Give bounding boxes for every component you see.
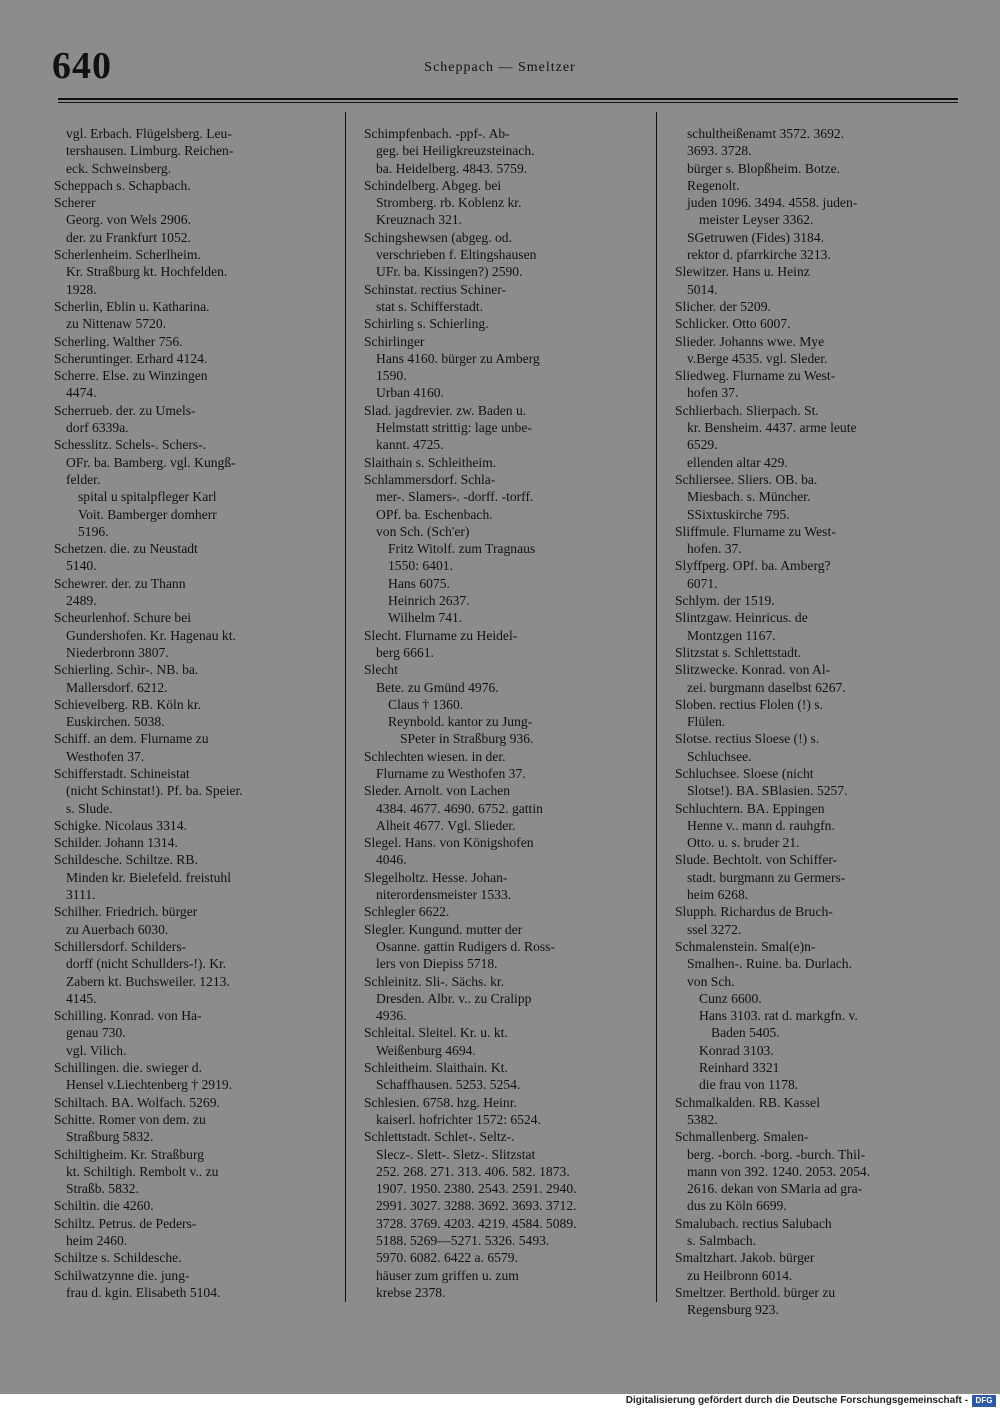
index-entry-head: Schinstat. rectius Schiner- xyxy=(364,281,507,297)
index-entry-line: hofen 37. xyxy=(687,385,739,401)
index-entry-line: Heinrich 2637. xyxy=(388,593,470,609)
index-entry-line: 5196. xyxy=(78,523,109,539)
index-entry-line: ba. Heidelberg. 4843. 5759. xyxy=(376,160,528,176)
index-entry-line: Otto. u. s. bruder 21. xyxy=(687,835,800,851)
index-entry-head: Slegel. Hans. von Königshofen xyxy=(364,835,534,851)
index-entry-head: Schirling s. Schierling. xyxy=(364,316,489,332)
index-entry-line: vgl. Erbach. Flügelsberg. Leu- xyxy=(66,126,232,141)
index-entry-line: kannt. 4725. xyxy=(376,437,444,453)
index-entry-head: Schiltz. Petrus. de Peders- xyxy=(54,1215,197,1231)
index-entry-head: Slegler. Kungund. mutter der xyxy=(364,921,523,937)
index-column-3 xyxy=(675,125,947,1318)
index-entry-line: Regensburg 923. xyxy=(687,1302,779,1318)
index-entry-line: s. Slude. xyxy=(66,800,113,816)
index-entry-head: Scherling. Walther 756. xyxy=(54,333,183,349)
header-rule xyxy=(58,98,958,100)
index-entry-line: Montzgen 1167. xyxy=(687,627,776,643)
index-entry-line: zu Nittenaw 5720. xyxy=(66,316,167,332)
index-entry-line: 1907. 1950. 2380. 2543. 2591. 2940. xyxy=(376,1181,577,1197)
index-entry-head: Schifferstadt. Schineistat xyxy=(54,765,190,781)
index-entry-line: Fritz Witolf. zum Tragnaus xyxy=(388,541,536,557)
index-entry-line: niterordensmeister 1533. xyxy=(376,887,512,903)
index-entry-line: 1928. xyxy=(66,281,97,297)
index-entry-line: Niederbronn 3807. xyxy=(66,644,169,660)
index-entry-line: schultheißenamt 3572. 3692. xyxy=(687,126,845,141)
index-entry-head: Schlierbach. Slierpach. St. xyxy=(675,402,819,418)
index-entry-line: kt. Schiltigh. Rembolt v.. zu xyxy=(66,1163,219,1179)
index-entry-line: Bete. zu Gmünd 4976. xyxy=(376,679,499,695)
index-entry-line: 4384. 4677. 4690. 6752. gattin xyxy=(376,800,543,816)
index-entry-line: 2991. 3027. 3288. 3692. 3693. 3712. xyxy=(376,1198,577,1214)
index-entry-head: Slitzwecke. Konrad. von Al- xyxy=(675,662,831,678)
header-rule-thin xyxy=(58,102,958,103)
index-entry-head: Smalubach. rectius Salubach xyxy=(675,1215,832,1231)
index-entry-head: Schmalkalden. RB. Kassel xyxy=(675,1094,820,1110)
index-entry-head: Schiltigheim. Kr. Straßburg xyxy=(54,1146,205,1162)
index-entry-line: Zabern kt. Buchsweiler. 1213. xyxy=(66,973,230,989)
index-entry-line: Stromberg. rb. Koblenz kr. xyxy=(376,195,522,211)
index-entry-line: 6071. xyxy=(687,575,718,591)
index-entry-line: 5014. xyxy=(687,281,718,297)
index-entry-line: Smalhen-. Ruine. ba. Durlach. xyxy=(687,956,852,972)
page-number: 640 xyxy=(52,45,112,87)
index-entry-line: dorff (nicht Schullders-!). Kr. xyxy=(66,956,227,972)
index-entry-head: Schluchsee. Sloese (nicht xyxy=(675,765,814,781)
index-entry-head: Smaltzhart. Jakob. bürger xyxy=(675,1250,815,1266)
index-entry-head: Schilher. Friedrich. bürger xyxy=(54,904,198,920)
index-entry-line: Konrad 3103. xyxy=(699,1042,774,1058)
index-entry-head: Schiltin. die 4260. xyxy=(54,1198,154,1214)
index-entry-line: Georg. von Wels 2906. xyxy=(66,212,191,228)
index-entry-line: juden 1096. 3494. 4558. juden- xyxy=(687,195,858,211)
index-entry-head: Schievelberg. RB. Köln kr. xyxy=(54,696,202,712)
index-entry-head: Schillingen. die. swieger d. xyxy=(54,1060,202,1076)
index-entry-line: 3728. 3769. 4203. 4219. 4584. 5089. xyxy=(376,1215,577,1231)
index-entry-head: Slieder. Johanns wwe. Mye xyxy=(675,333,825,349)
index-entry-head: Slecht xyxy=(364,662,398,678)
index-entry-line: 5970. 6082. 6422 a. 6579. xyxy=(376,1250,518,1266)
index-entry-line: spital u spitalpfleger Karl xyxy=(78,489,217,505)
index-entry-head: Smeltzer. Berthold. bürger zu xyxy=(675,1284,836,1300)
index-entry-line: Reynbold. kantor zu Jung- xyxy=(388,714,533,730)
index-entry-line: 5382. xyxy=(687,1111,718,1127)
index-entry-head: Scherlin, Eblin u. Katharina. xyxy=(54,298,210,314)
index-entry-line: 2616. dekan von SMaria ad gra- xyxy=(687,1181,863,1197)
index-entry-line: Voit. Bamberger domherr xyxy=(78,506,217,522)
index-entry-line: geg. bei Heiligkreuzsteinach. xyxy=(376,143,535,159)
index-entry-line: bürger s. Blopßheim. Botze. xyxy=(687,160,841,176)
index-entry-line: heim 6268. xyxy=(687,887,749,903)
index-entry-head: Schillersdorf. Schilders- xyxy=(54,938,187,954)
index-entry-line: genau 730. xyxy=(66,1025,126,1041)
index-entry-head: Schiltach. BA. Wolfach. 5269. xyxy=(54,1094,220,1110)
index-entry-line: berg. -borch. -borg. -burch. Thil- xyxy=(687,1146,866,1162)
index-entry-head: Slude. Bechtolt. von Schiffer- xyxy=(675,852,838,868)
index-entry-head: Schigke. Nicolaus 3314. xyxy=(54,817,187,833)
index-entry-line: kaiserl. hofrichter 1572: 6524. xyxy=(376,1111,541,1127)
index-entry-line: lers von Diepiss 5718. xyxy=(376,956,498,972)
index-entry-line: von Sch. xyxy=(687,973,735,989)
index-entry-line: Schluchsee. xyxy=(687,748,752,764)
index-entry-line: 5140. xyxy=(66,558,97,574)
index-entry-line: rektor d. pfarrkirche 3213. xyxy=(687,247,831,263)
index-entry-line: Euskirchen. 5038. xyxy=(66,714,165,730)
index-entry-head: Schlammersdorf. Schla- xyxy=(364,471,496,487)
index-column-2 xyxy=(364,125,636,1301)
index-entry-line: Claus † 1360. xyxy=(388,696,464,712)
index-entry-line: von Sch. (Sch'er) xyxy=(376,523,470,539)
index-entry-line: 4046. xyxy=(376,852,407,868)
index-entry-line: Alheit 4677. Vgl. Slieder. xyxy=(376,817,516,833)
column-separator xyxy=(656,112,657,1302)
index-entry-line: SPeter in Straßburg 936. xyxy=(400,731,534,747)
index-entry-line: (nicht Schinstat!). Pf. ba. Speier. xyxy=(66,783,243,799)
index-entry-line: 5188. 5269—5271. 5326. 5493. xyxy=(376,1233,550,1248)
index-entry-line: Urban 4160. xyxy=(376,385,444,401)
index-entry-line: Kreuznach 321. xyxy=(376,212,463,228)
index-entry-head: Sliedweg. Flurname zu West- xyxy=(675,368,836,384)
index-entry-head: Slitzstat s. Schlettstadt. xyxy=(675,644,802,660)
index-entry-head: Schlym. der 1519. xyxy=(675,593,775,609)
index-entry-line: heim 2460. xyxy=(66,1233,128,1248)
index-entry-line: frau d. kgin. Elisabeth 5104. xyxy=(66,1284,221,1300)
index-entry-line: mer-. Slamers-. -dorff. -torff. xyxy=(376,489,534,505)
index-entry-line: zu Heilbronn 6014. xyxy=(687,1267,793,1283)
index-entry-line: Henne v.. mann d. rauhgfn. xyxy=(687,817,835,833)
index-entry-line: Hans 6075. xyxy=(388,575,450,591)
index-entry-line: häuser zum griffen u. zum xyxy=(376,1267,519,1283)
index-entry-line: krebse 2378. xyxy=(376,1284,446,1300)
index-entry-head: Sliffmule. Flurname zu West- xyxy=(675,523,836,539)
index-entry-head: Scheurlenhof. Schure bei xyxy=(54,610,192,626)
index-entry-head: Scherrueb. der. zu Umels- xyxy=(54,402,196,418)
index-entry-line: hofen. 37. xyxy=(687,541,742,557)
index-entry-head: Schleital. Sleitel. Kr. u. kt. xyxy=(364,1025,508,1041)
index-entry-line: Slecz-. Slett-. Sletz-. Slitzstat xyxy=(376,1146,536,1162)
index-entry-line: Gundershofen. Kr. Hagenau kt. xyxy=(66,627,236,643)
index-entry-line: Minden kr. Bielefeld. freistuhl xyxy=(66,869,231,885)
index-entry-head: Scheruntinger. Erhard 4124. xyxy=(54,350,208,366)
index-entry-line: Reinhard 3321 xyxy=(699,1060,780,1076)
index-entry-line: Osanne. gattin Rudigers d. Ross- xyxy=(376,938,555,954)
footer-credit: Digitalisierung gefördert durch die Deutsche Forschungsgemeinschaft - xyxy=(625,1395,968,1406)
index-entry-head: Schilwatzynne die. jung- xyxy=(54,1267,190,1283)
index-entry-line: Baden 5405. xyxy=(711,1025,780,1041)
index-entry-head: Scheppach s. Schapbach. xyxy=(54,177,191,193)
index-entry-line: 4145. xyxy=(66,990,97,1006)
index-entry-head: Slad. jagdrevier. zw. Baden u. xyxy=(364,402,527,418)
index-entry-line: Wilhelm 741. xyxy=(388,610,463,626)
dfg-logo: DFG xyxy=(972,1395,996,1407)
index-entry-head: Schluchtern. BA. Eppingen xyxy=(675,800,825,816)
index-entry-line: mann von 392. 1240. 2053. 2054. xyxy=(687,1163,871,1179)
index-entry-line: Flurname zu Westhofen 37. xyxy=(376,765,526,781)
index-entry-head: Scherlenheim. Scherlheim. xyxy=(54,247,201,263)
index-entry-line: felder. xyxy=(66,471,101,487)
index-entry-head: Schmalenstein. Smal(e)n- xyxy=(675,938,816,954)
index-entry-line: tershausen. Limburg. Reichen- xyxy=(66,143,234,159)
index-entry-head: Schlesien. 6758. hzg. Heinr. xyxy=(364,1094,517,1110)
index-entry-line: v.Berge 4535. vgl. Sleder. xyxy=(687,350,828,366)
index-entry-line: Flülen. xyxy=(687,714,726,730)
index-entry-line: berg 6661. xyxy=(376,644,434,660)
index-entry-head: Slupph. Richardus de Bruch- xyxy=(675,904,833,920)
index-entry-line: Helmstatt strittig: lage unbe- xyxy=(376,420,532,436)
index-entry-line: 1590. xyxy=(376,368,407,384)
index-entry-head: Slicher. der 5209. xyxy=(675,298,771,314)
index-entry-head: Schlechten wiesen. in der. xyxy=(364,748,506,764)
index-entry-head: Schilder. Johann 1314. xyxy=(54,835,178,851)
index-entry-line: Hensel v.Liechtenberg † 2919. xyxy=(66,1077,233,1093)
index-entry-line: die frau von 1178. xyxy=(699,1077,799,1093)
index-entry-line: Miesbach. s. Müncher. xyxy=(687,489,811,505)
index-entry-head: Slintzgaw. Heinricus. de xyxy=(675,610,808,626)
index-entry-head: Schildesche. Schiltze. RB. xyxy=(54,852,198,868)
index-entry-head: Slaithain s. Schleitheim. xyxy=(364,454,497,470)
index-entry-line: 3693. 3728. xyxy=(687,143,752,159)
index-entry-head: Slecht. Flurname zu Heidel- xyxy=(364,627,518,643)
index-entry-line: Straßb. 5832. xyxy=(66,1181,139,1197)
index-entry-head: Schleitheim. Slaithain. Kt. xyxy=(364,1060,508,1076)
index-entry-head: Schilling. Konrad. von Ha- xyxy=(54,1008,202,1024)
index-entry-line: 6529. xyxy=(687,437,718,453)
index-entry-head: Schliersee. Sliers. OB. ba. xyxy=(675,471,818,487)
index-entry-line: Weißenburg 4694. xyxy=(376,1042,476,1058)
index-entry-line: Regenolt. xyxy=(687,177,740,193)
index-entry-line: verschrieben f. Eltingshausen xyxy=(376,247,537,263)
index-entry-head: Slotse. rectius Sloese (!) s. xyxy=(675,731,820,747)
index-entry-line: stat s. Schifferstadt. xyxy=(376,298,483,314)
index-entry-head: Schitte. Romer von dem. zu xyxy=(54,1111,206,1127)
index-entry-line: OFr. ba. Bamberg. vgl. Kungß- xyxy=(66,454,236,470)
index-column-1 xyxy=(54,125,326,1301)
index-entry-head: Schimpfenbach. -ppf-. Ab- xyxy=(364,126,510,141)
index-entry-line: Slotse!). BA. SBlasien. 5257. xyxy=(687,783,848,799)
index-entry-head: Schirlinger xyxy=(364,333,425,349)
index-entry-line: meister Leyser 3362. xyxy=(699,212,814,228)
index-entry-head: Scherre. Else. zu Winzingen xyxy=(54,368,208,384)
index-entry-head: Schlettstadt. Schlet-. Seltz-. xyxy=(364,1129,515,1145)
index-entry-head: Scherer xyxy=(54,195,96,211)
index-entry-line: 1550: 6401. xyxy=(388,558,453,574)
index-entry-head: Schierling. Schir-. NB. ba. xyxy=(54,662,199,678)
index-entry-line: zu Auerbach 6030. xyxy=(66,921,169,937)
index-entry-line: Hans 4160. bürger zu Amberg xyxy=(376,350,540,366)
index-entry-line: Straßburg 5832. xyxy=(66,1129,154,1145)
index-entry-line: Kr. Straßburg kt. Hochfelden. xyxy=(66,264,228,280)
index-entry-head: Schingshewsen (abgeg. od. xyxy=(364,229,512,245)
index-entry-line: SSixtuskirche 795. xyxy=(687,506,790,522)
index-entry-line: dus zu Köln 6699. xyxy=(687,1198,787,1214)
index-entry-head: Schindelberg. Abgeg. bei xyxy=(364,177,502,193)
index-entry-line: 2489. xyxy=(66,593,97,609)
index-entry-head: Sloben. rectius Flolen (!) s. xyxy=(675,696,823,712)
index-entry-line: 4936. xyxy=(376,1008,407,1024)
index-entry-line: Westhofen 37. xyxy=(66,748,145,764)
index-entry-line: UFr. ba. Kissingen?) 2590. xyxy=(376,264,523,280)
index-entry-line: ssel 3272. xyxy=(687,921,742,937)
column-separator xyxy=(345,112,346,1302)
index-entry-line: s. Salmbach. xyxy=(687,1233,757,1248)
index-entry-head: Schlicker. Otto 6007. xyxy=(675,316,791,332)
index-entry-head: Schetzen. die. zu Neustadt xyxy=(54,541,198,557)
index-entry-line: Hans 3103. rat d. markgfn. v. xyxy=(699,1008,858,1024)
index-entry-line: OPf. ba. Eschenbach. xyxy=(376,506,493,522)
index-entry-line: SGetruwen (Fides) 3184. xyxy=(687,229,825,245)
index-entry-line: zei. burgmann daselbst 6267. xyxy=(687,679,846,695)
index-entry-head: Schewrer. der. zu Thann xyxy=(54,575,186,591)
index-entry-head: Sleder. Arnolt. von Lachen xyxy=(364,783,511,799)
index-entry-head: Schiff. an dem. Flurname zu xyxy=(54,731,209,747)
index-entry-line: Mallersdorf. 6212. xyxy=(66,679,168,695)
index-entry-line: eck. Schweinsberg. xyxy=(66,160,172,176)
index-entry-head: Schlegler 6622. xyxy=(364,904,450,920)
running-head: Scheppach — Smeltzer xyxy=(424,60,576,75)
index-entry-head: Slegelholtz. Hesse. Johan- xyxy=(364,869,508,885)
index-entry-line: Schaffhausen. 5253. 5254. xyxy=(376,1077,521,1093)
index-entry-head: Schiltze s. Schildesche. xyxy=(54,1250,182,1266)
index-entry-line: Dresden. Albr. v.. zu Cralipp xyxy=(376,990,532,1006)
index-entry-head: Schleinitz. Sli-. Sächs. kr. xyxy=(364,973,505,989)
index-entry-line: dorf 6339a. xyxy=(66,420,129,436)
index-entry-line: 252. 268. 271. 313. 406. 582. 1873. xyxy=(376,1163,570,1179)
index-entry-head: Schmallenberg. Smalen- xyxy=(675,1129,809,1145)
index-entry-line: vgl. Vilich. xyxy=(66,1042,127,1058)
index-entry-line: 4474. xyxy=(66,385,97,401)
index-entry-head: Slyffperg. OPf. ba. Amberg? xyxy=(675,558,831,574)
index-entry-head: Schesslitz. Schels-. Schers-. xyxy=(54,437,207,453)
index-entry-line: stadt. burgmann zu Germers- xyxy=(687,869,846,885)
index-entry-head: Slewitzer. Hans u. Heinz xyxy=(675,264,810,280)
index-entry-line: der. zu Frankfurt 1052. xyxy=(66,229,191,245)
index-entry-line: ellenden altar 429. xyxy=(687,454,788,470)
index-entry-line: kr. Bensheim. 4437. arme leute xyxy=(687,420,857,436)
index-entry-line: 3111. xyxy=(66,887,96,903)
index-entry-line: Cunz 6600. xyxy=(699,990,762,1006)
